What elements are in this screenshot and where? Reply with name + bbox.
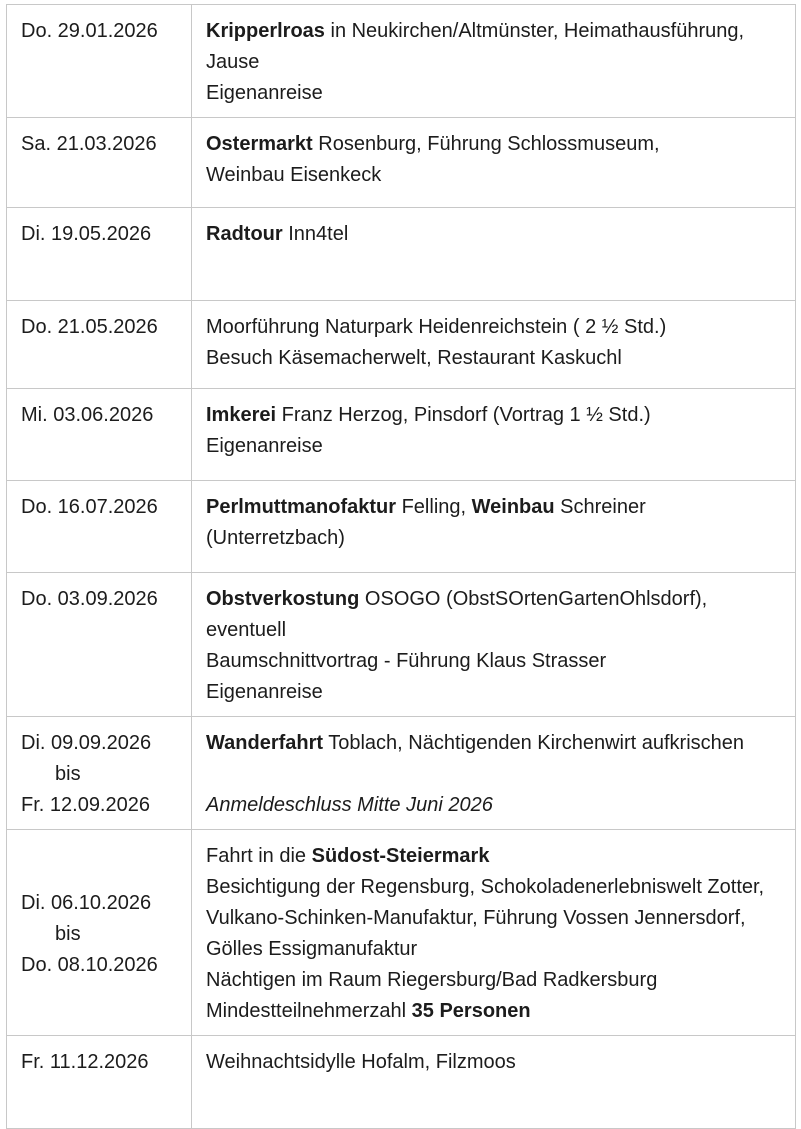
event-description-line bbox=[206, 584, 781, 646]
event-date: Do. 08.10.2026 bbox=[21, 953, 158, 976]
text-segment: Moorführung Naturpark Heidenreichstein ( 2 ½ Std.) bbox=[206, 316, 667, 338]
event-date-range-connector: bis bbox=[55, 763, 81, 785]
event-date-cell bbox=[7, 118, 192, 208]
event-row bbox=[7, 717, 796, 830]
event-date: Do. 16.07.2026 bbox=[21, 496, 158, 518]
event-description-line bbox=[206, 872, 781, 903]
event-description-cell bbox=[192, 717, 796, 830]
event-description-line bbox=[206, 1047, 781, 1078]
event-description-line bbox=[206, 934, 781, 965]
event-description-line bbox=[206, 996, 781, 1027]
event-description-line bbox=[206, 841, 781, 872]
event-description-line bbox=[206, 728, 781, 759]
text-segment: Rosenburg, Führung Schlossmuseum, bbox=[312, 133, 660, 155]
event-date: Mi. 03.06.2026 bbox=[21, 404, 154, 426]
event-description-line bbox=[206, 492, 781, 554]
event-description-cell bbox=[192, 830, 796, 1036]
event-description-cell bbox=[192, 389, 796, 481]
event-description-cell bbox=[192, 5, 796, 118]
event-date: Do. 21.05.2026 bbox=[21, 316, 158, 338]
event-description-line bbox=[206, 965, 781, 996]
events-table bbox=[6, 4, 796, 1129]
event-description-cell bbox=[192, 1036, 796, 1129]
text-segment: Toblach, Nächtigenden Kirchenwirt aufkrischen bbox=[323, 732, 745, 754]
text-segment: Anmeldeschluss Mitte Juni 2026 bbox=[206, 794, 493, 816]
event-title-segment: Wanderfahrt bbox=[206, 732, 324, 754]
text-segment: Weinbau Eisenkeck bbox=[206, 164, 382, 186]
text-segment: Eigenanreise bbox=[206, 681, 323, 703]
event-row bbox=[7, 5, 796, 118]
event-description-line bbox=[206, 47, 781, 78]
text-segment: Eigenanreise bbox=[206, 82, 323, 104]
event-date: Fr. 11.12.2026 bbox=[21, 1051, 149, 1073]
event-description-line bbox=[206, 431, 781, 462]
text-segment: Weihnachtsidylle Hofalm, Filzmoos bbox=[206, 1051, 516, 1073]
event-row bbox=[7, 301, 796, 389]
event-date-cell bbox=[7, 830, 192, 1036]
event-description-cell bbox=[192, 573, 796, 717]
event-date-cell bbox=[7, 208, 192, 301]
text-segment: Mindestteilnehmerzahl bbox=[206, 1000, 412, 1022]
event-title-segment: 35 Personen bbox=[411, 1000, 531, 1022]
text-segment: Fahrt in die bbox=[206, 845, 312, 867]
event-description-line bbox=[206, 400, 781, 431]
events-table-body bbox=[7, 5, 796, 1129]
text-segment: Schreiner (Unterretzbach) bbox=[206, 496, 646, 549]
event-date-cell bbox=[7, 717, 192, 830]
event-description-cell bbox=[192, 481, 796, 573]
event-title-segment: Kripperlroas bbox=[206, 20, 325, 42]
event-row bbox=[7, 389, 796, 481]
event-row bbox=[7, 118, 796, 208]
event-description-cell bbox=[192, 118, 796, 208]
event-row bbox=[7, 830, 796, 1036]
event-description-line bbox=[206, 903, 781, 934]
event-row bbox=[7, 573, 796, 717]
text-segment: Baumschnittvortrag - Führung Klaus Strasser bbox=[206, 650, 607, 672]
event-row bbox=[7, 481, 796, 573]
text-segment: Besichtigung der Regensburg, Schokoladenerlebniswelt Zotter, bbox=[206, 876, 765, 898]
text-segment: Inn4tel bbox=[282, 223, 349, 245]
event-date: Do. 03.09.2026 bbox=[21, 588, 158, 610]
event-title-segment: Südost-Steiermark bbox=[311, 845, 490, 867]
event-description-line bbox=[206, 160, 781, 191]
event-date: Di. 09.09.2026 bbox=[21, 732, 152, 754]
event-description-line bbox=[206, 78, 781, 109]
event-title-segment: Radtour bbox=[206, 223, 283, 245]
event-date: Fr. 12.09.2026 bbox=[21, 794, 150, 816]
event-title-segment: Perlmuttmanofaktur bbox=[206, 496, 397, 518]
event-description-line bbox=[206, 759, 781, 790]
event-date-cell bbox=[7, 1036, 192, 1129]
event-description-line bbox=[206, 16, 781, 47]
text-segment: Besuch Käsemacherwelt, Restaurant Kaskuchl bbox=[206, 347, 622, 369]
event-description-cell bbox=[192, 208, 796, 301]
event-description-line bbox=[206, 677, 781, 708]
event-date-cell bbox=[7, 5, 192, 118]
event-date-cell bbox=[7, 301, 192, 389]
text-segment: Nächtigen im Raum Riegersburg/Bad Radkersburg bbox=[206, 969, 658, 991]
event-title-segment: Weinbau bbox=[471, 496, 555, 518]
event-date-cell bbox=[7, 573, 192, 717]
event-title-segment: Imkerei bbox=[206, 404, 277, 426]
text-segment: in Neukirchen/Altmünster, Heimathausführung, bbox=[324, 20, 745, 42]
event-date-cell bbox=[7, 481, 192, 573]
event-date: Di. 19.05.2026 bbox=[21, 223, 152, 245]
event-title-segment: Ostermarkt bbox=[206, 133, 313, 155]
event-date: Do. 29.01.2026 bbox=[21, 20, 158, 42]
event-date: Sa. 21.03.2026 bbox=[21, 133, 157, 155]
text-segment: Gölles Essigmanufaktur bbox=[206, 938, 418, 960]
event-description-cell bbox=[192, 301, 796, 389]
text-segment: Vulkano-Schinken-Manufaktur, Führung Vossen Jennersdorf, bbox=[206, 907, 746, 929]
text-segment: Felling, bbox=[396, 496, 472, 518]
text-segment: Jause bbox=[206, 51, 260, 73]
event-title-segment: Obstverkostung bbox=[206, 588, 360, 610]
event-description-line bbox=[206, 790, 781, 821]
event-date: Di. 06.10.2026 bbox=[21, 891, 152, 914]
event-row bbox=[7, 208, 796, 301]
event-description-line bbox=[206, 219, 781, 250]
event-description-line bbox=[206, 343, 781, 374]
text-segment: Eigenanreise bbox=[206, 435, 323, 457]
event-description-line bbox=[206, 129, 781, 160]
event-description-line bbox=[206, 646, 781, 677]
text-segment: OSOGO (ObstSOrtenGartenOhlsdorf), eventuell bbox=[206, 588, 708, 641]
event-description-line bbox=[206, 312, 781, 343]
event-date-range-connector: bis bbox=[55, 922, 81, 945]
event-date-cell bbox=[7, 389, 192, 481]
event-row bbox=[7, 1036, 796, 1129]
text-segment: Franz Herzog, Pinsdorf (Vortrag 1 ½ Std.) bbox=[276, 404, 651, 426]
